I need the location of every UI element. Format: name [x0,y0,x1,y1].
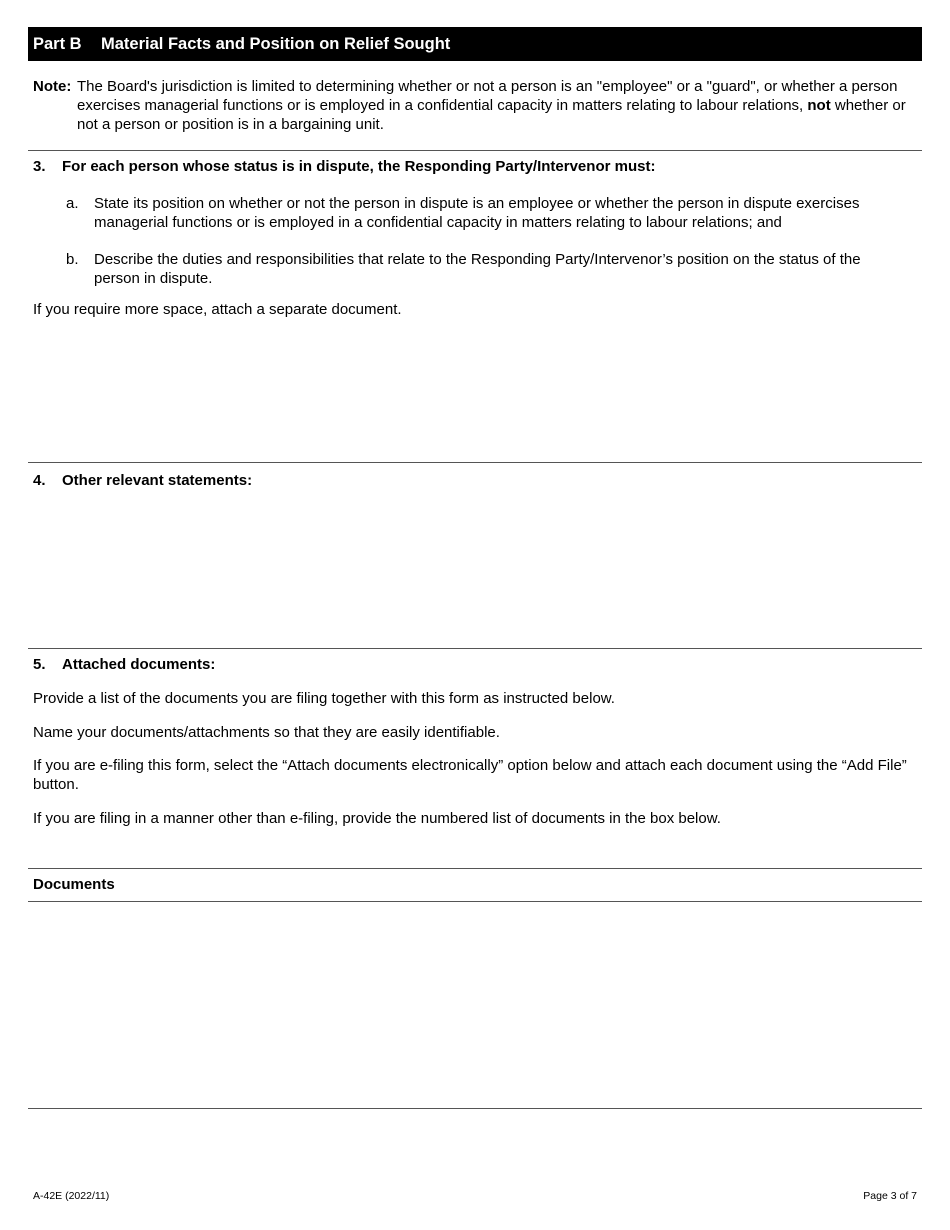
section-3-title: For each person whose status is in dispute, the Responding Party/Intervenor must: [62,158,656,175]
section-4-heading [33,471,252,490]
page-number: Page 3 of 7 [863,1190,917,1202]
divider-bottom [28,1108,922,1109]
note-text-part-2: whether or not a person or position is in a bargaining unit. [77,97,906,133]
section-3-heading [33,157,655,176]
section-5-paragraph-1: Provide a list of the documents you are filing together with this form as instructed below. [33,690,615,707]
part-b-header [28,27,922,61]
section-4-number: 4. [33,472,46,489]
section-5-paragraph-2: Name your documents/attachments so that they are easily identifiable. [33,724,500,741]
note-label: Note: [33,78,72,95]
divider-before-section-3 [28,150,922,151]
divider-below-documents [28,901,922,902]
section-3-item-b [66,250,896,288]
divider-above-documents [28,868,922,869]
section-5-heading [33,655,215,674]
documents-list-field[interactable] [28,904,922,1106]
part-label: Part B [33,35,82,53]
section-4-title: Other relevant statements: [62,472,253,489]
more-space-instruction: If you require more space, attach a separate document. [33,301,402,318]
section-5-title: Attached documents: [62,656,216,673]
item-b-letter: b. [66,251,79,268]
note-bold-word: not [807,97,831,114]
section-4-response-field[interactable] [28,494,922,644]
item-a-letter: a. [66,195,79,212]
form-code: A-42E (2022/11) [33,1190,110,1202]
section-5-paragraph-3: If you are e-filing this form, select the “Attach documents electronically” option below and attach each document using the “Add File” button. [33,757,907,793]
jurisdiction-note [33,77,913,134]
divider-before-section-5 [28,648,922,649]
divider-before-section-4 [28,462,922,463]
section-5-paragraph-4: If you are filing in a manner other than e-filing, provide the numbered list of documents in the box below. [33,810,721,827]
section-3-item-a [66,194,896,232]
item-a-text: State its position on whether or not the person in dispute is an employee or whether the person in dispute exercises managerial functions or is employed in a confidential capacity in matters relating to labour relations; and [94,195,860,231]
section-3-number: 3. [33,158,46,175]
part-title: Material Facts and Position on Relief Sought [101,35,451,53]
note-text-part-1: The Board's jurisdiction is limited to determining whether or not a person is an "employee" or a "guard", or whether a person exercises managerial functions or is employed in a confidential capacity in matters relating to labour relations, [77,78,898,114]
item-b-text: Describe the duties and responsibilities that relate to the Responding Party/Intervenor’s position on the status of the person in dispute. [94,251,861,287]
note-text [77,77,913,134]
section-5-number: 5. [33,656,46,673]
section-3-response-field[interactable] [28,322,922,460]
documents-label: Documents [33,876,115,893]
